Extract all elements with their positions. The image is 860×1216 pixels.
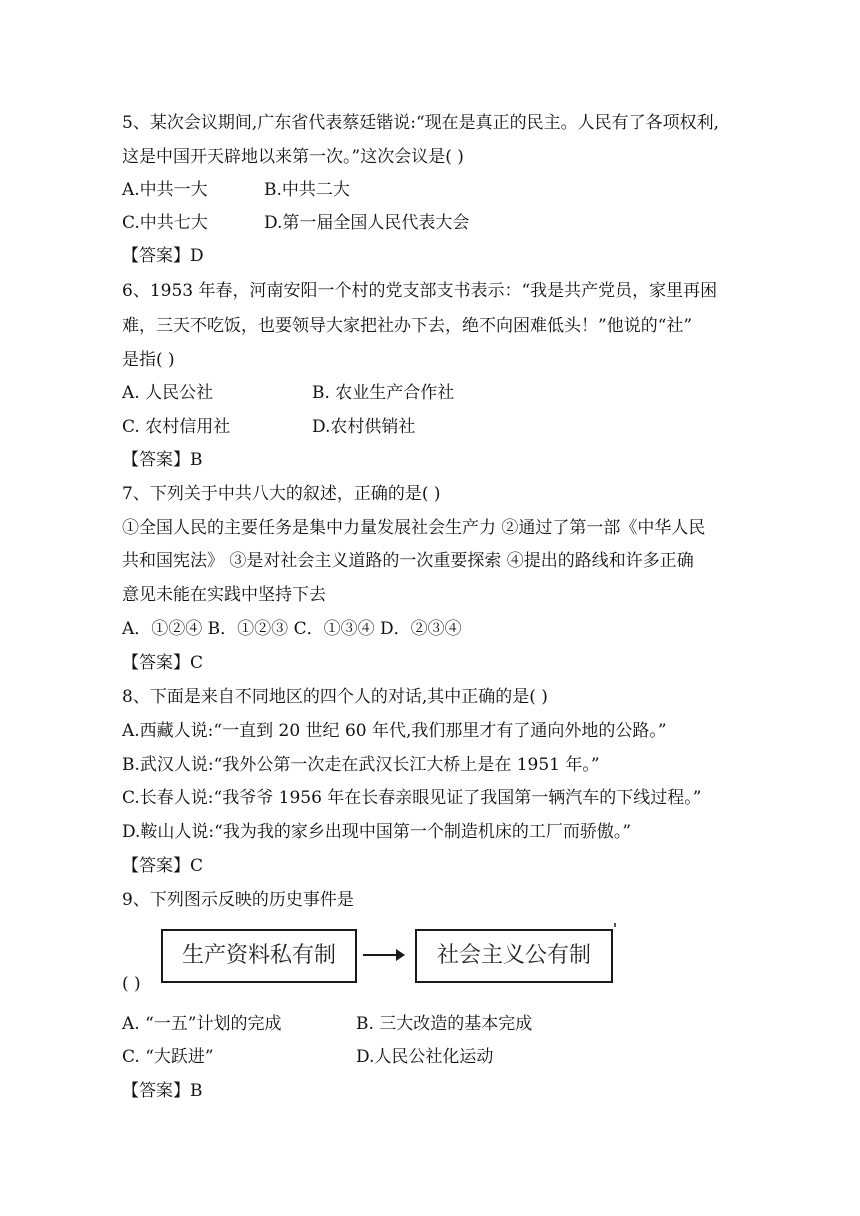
q7-stem-line4: 意见未能在实践中坚持下去: [122, 585, 326, 605]
q8-option-c: C.长春人说:“我爷爷 1956 年在长春亲眼见证了我国第一辆汽车的下线过程。”: [122, 788, 702, 808]
q5-options-row2: [122, 212, 470, 234]
q6-stem-line2: 难，三天不吃饭，也要领导大家把社办下去，绝不向困难低头！”他说的“社”: [122, 316, 693, 336]
q6-option-a: A. 人民公社: [122, 383, 214, 403]
q8-option-d: D.鞍山人说:“我为我的家乡出现中国第一个制造机床的工厂而骄傲。”: [122, 822, 632, 842]
q8-option-a: A.西藏人说:“一直到 20 世纪 60 年代,我们那里才有了通向外地的公路。”: [122, 721, 667, 741]
q5-option-a: A.中共一大: [122, 180, 208, 200]
q9-option-d: D.人民公社化运动: [356, 1047, 494, 1067]
q9-option-b: B. 三大改造的基本完成: [356, 1014, 533, 1034]
q5-option-c: C.中共七大: [122, 213, 208, 233]
q6-option-d: D.农村供销社: [312, 417, 416, 437]
arrow-right-icon: [363, 954, 403, 956]
q7-stem-line1: 7、下列关于中共八大的叙述，正确的是( ): [122, 484, 441, 504]
q7-options: A．①②④ B．①②③ C．①③④ D．②③④: [122, 619, 462, 639]
q9-answer-paren: ( ): [122, 974, 141, 994]
q9-stem: 9、下列图示反映的历史事件是: [122, 890, 354, 910]
diagram-box-public-ownership: 社会主义公有制: [415, 929, 613, 983]
q5-stem-line2: 这是中国开天辟地以来第一次。”这次会议是( ): [122, 147, 464, 167]
q9-option-c: C. “大跃进”: [122, 1047, 214, 1067]
q6-stem-line3: 是指( ): [122, 350, 175, 370]
diagram-box-private-ownership: 生产资料私有制: [161, 929, 357, 983]
q9-answer: 【答案】B: [122, 1081, 203, 1101]
q5-stem-line1: 5、某次会议期间,广东省代表蔡廷锴说:“现在是真正的民主。人民有了各项权利,: [122, 113, 720, 133]
q8-option-b: B.武汉人说:“我外公第一次走在武汉长江大桥上是在 1951 年。”: [122, 755, 600, 775]
q6-options-row2: [122, 416, 416, 438]
q5-options-row1: [122, 179, 350, 201]
q6-stem-line1: 6、1953 年春，河南安阳一个村的党支部支书表示：“我是共产党员，家里再困: [122, 281, 718, 301]
q5-answer: 【答案】D: [122, 246, 204, 266]
q5-option-b: B.中共二大: [264, 180, 350, 200]
q6-options-row1: [122, 382, 455, 404]
q9-options-row2: [122, 1046, 494, 1068]
q7-stem-line2: ①全国人民的主要任务是集中力量发展社会生产力 ②通过了第一部《中华人民: [122, 518, 706, 538]
q8-stem: 8、下面是来自不同地区的四个人的对话,其中正确的是( ): [122, 687, 548, 707]
q5-option-d: D.第一届全国人民代表大会: [264, 213, 470, 233]
q9-options-row1: [122, 1013, 533, 1035]
q8-answer: 【答案】C: [122, 856, 204, 876]
q7-stem-line3: 共和国宪法》 ③是对社会主义道路的一次重要探索 ④提出的路线和许多正确: [122, 551, 694, 571]
stray-mark: [614, 923, 616, 927]
q7-answer: 【答案】C: [122, 653, 204, 673]
q9-option-a: A. “一五”计划的完成: [122, 1014, 282, 1034]
ownership-diagram: [161, 929, 621, 989]
q6-option-b: B. 农业生产合作社: [312, 383, 455, 403]
q6-option-c: C. 农村信用社: [122, 417, 231, 437]
q6-answer: 【答案】B: [122, 450, 203, 470]
